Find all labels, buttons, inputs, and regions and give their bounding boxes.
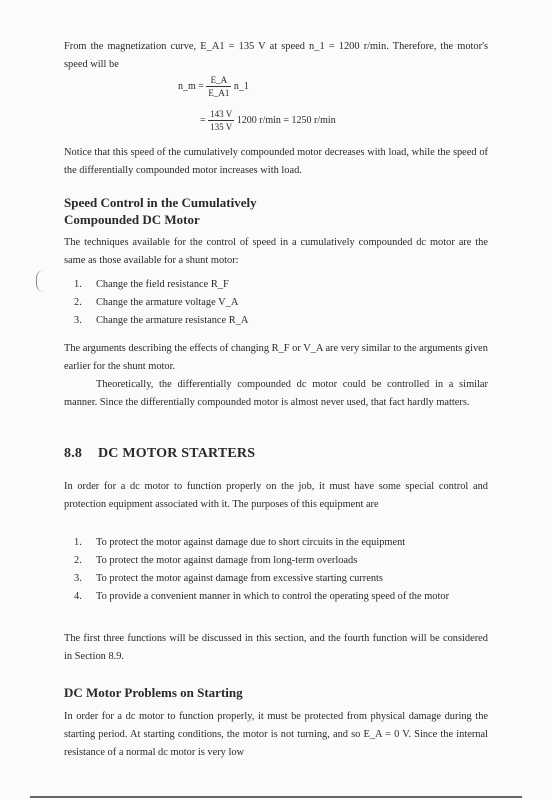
speed-equation-line2 [200,108,336,133]
problems-paragraph: In order for a dc motor to function properly, it must be protected from physical damage during the starting period. At starting conditions, the motor is not turning, and so E_A = 0 V. Since the internal resistance of a normal dc motor is very low [64,711,488,758]
list-item-text: To protect the motor against damage due to short circuits in the equipment [96,537,406,548]
list-item-text: To provide a convenient manner in which to control the operating speed of the motor [96,591,450,602]
list-item-text: Change the field resistance R_F [96,279,229,290]
eq-equals: = [198,80,204,92]
speed-control-para3: Theoretically, the differentially compounded dc motor could be controlled in a similar manner. Since the differentially compounded motor is almost never used, that fact hardly matters. [64,379,488,408]
eq2-fraction [208,108,234,133]
list-item [64,276,488,294]
list-item [64,534,488,552]
list-item [64,570,488,588]
speed-control-heading-line1: Speed Control in the Cumulatively [64,195,257,210]
speed-control-para2: The arguments describing the effects of changing R_F or V_A are very similar to the arguments given earlier for the shunt motor. [64,343,488,372]
margin-mark [36,270,45,292]
list-item [64,312,488,330]
list-item-text: To protect the motor against damage from excessive starting currents [96,573,383,584]
list-item-text: Change the armature voltage V_A [96,297,239,308]
list-item-text: To protect the motor against damage from long-term overloads [96,555,358,566]
section-intro: In order for a dc motor to function properly on the job, it must have some special control and protection equipment associated with it. The purposes of this equipment are [64,481,488,510]
problems-heading: DC Motor Problems on Starting [64,685,243,700]
speed-control-intro: The techniques available for the control of speed in a cumulatively compounded dc motor are the same as those available for a shunt motor: [64,237,488,266]
eq-lhs: n_m [178,80,196,92]
list-item-text: Change the armature resistance R_A [96,315,249,326]
section-heading [64,446,255,462]
list-item-number: 2. [74,297,82,308]
list-item [64,552,488,570]
speed-equation-line1 [178,74,249,99]
intro-paragraph: From the magnetization curve, E_A1 = 135 V at speed n_1 = 1200 r/min. Therefore, the motor's speed will be [64,41,488,70]
eq-frac-den: E_A1 [208,88,230,98]
eq2-equals: = [200,114,206,126]
notice-paragraph: Notice that this speed of the cumulatively compounded motor decreases with load, while the speed of the differentially compounded motor increases with load. [64,147,488,176]
list-item-number: 3. [74,573,82,584]
page-bottom-rule [30,796,522,798]
list-item [64,588,488,606]
eq-fraction [206,74,231,99]
speed-control-heading-line2: Compounded DC Motor [64,212,200,227]
starter-purposes-list [64,534,488,606]
section-title: DC MOTOR STARTERS [98,446,256,461]
list-item-number: 1. [74,279,82,290]
eq2-frac-den: 135 V [210,122,233,132]
list-item [64,294,488,312]
eq-frac-num: E_A [206,74,231,87]
section-number: 8.8 [64,446,83,461]
eq2-rest: 1200 r/min = 1250 r/min [236,114,336,126]
list-item-number: 4. [74,591,82,602]
speed-control-heading [64,194,257,228]
eq2-frac-num: 143 V [210,109,233,119]
section-after-list: The first three functions will be discussed in this section, and the fourth function will be considered in Section 8.9. [64,633,488,662]
list-item-number: 3. [74,315,82,326]
list-item-number: 2. [74,555,82,566]
speed-control-list [64,276,488,330]
eq-factor: n_1 [233,80,249,92]
list-item-number: 1. [74,537,82,548]
